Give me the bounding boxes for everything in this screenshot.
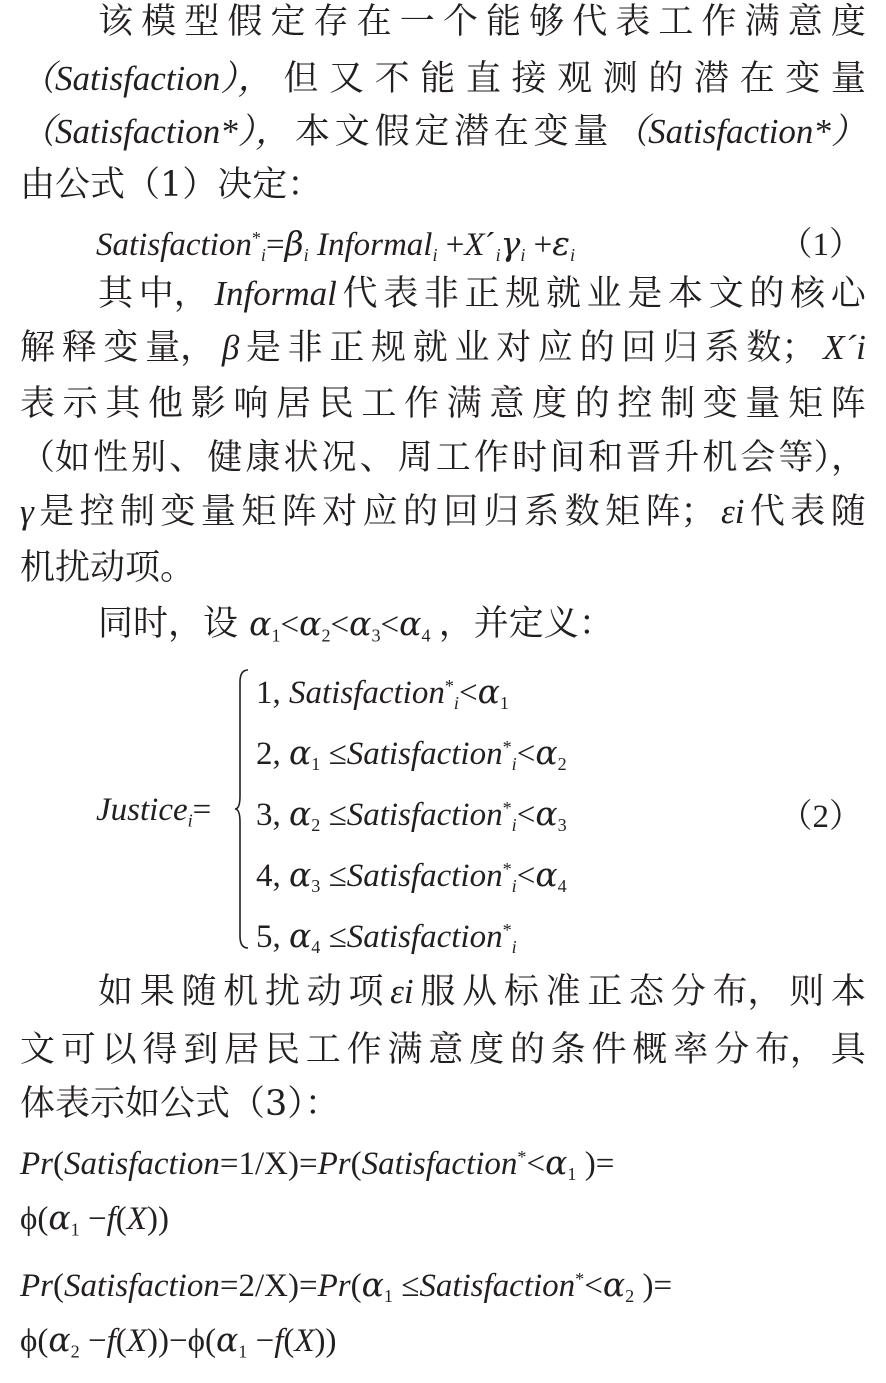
para2-line6: 机扰动项。 xyxy=(20,548,196,588)
text-token: 是 xyxy=(39,492,75,532)
text-token: 分 xyxy=(670,972,706,1012)
text-token: 变 xyxy=(160,492,196,532)
text-token: 果 xyxy=(139,972,175,1012)
text-token: 量 xyxy=(573,112,609,152)
case-3: 3, $\alpha_2$ $\le Satisfaction^*_i<\alpha_3$ xyxy=(256,793,567,836)
text-token: 会 xyxy=(740,438,776,478)
text-token: 满 xyxy=(744,2,780,42)
text-token: 数 xyxy=(564,492,600,532)
text-token: 健 xyxy=(207,438,243,478)
equation-3-line3: $Pr(Satisfaction=2/X)=Pr(\alpha_1$ $\le Satisfaction^*<\alpha_2$ )= xyxy=(20,1264,673,1307)
text-token: 机 xyxy=(702,438,738,478)
text-token: 型 xyxy=(184,2,220,42)
text-token: 量 xyxy=(200,492,236,532)
text-token: 民 xyxy=(264,1030,300,1070)
text-token: 意 xyxy=(428,1030,464,1070)
text-token: 晋 xyxy=(626,438,662,478)
para4-line3: 体表示如公式（3）： xyxy=(20,1084,340,1124)
para4-line1 xyxy=(98,972,866,1012)
text-token: 满 xyxy=(387,1030,423,1070)
text-token: 应 xyxy=(362,492,398,532)
text-token: 归 xyxy=(662,328,698,368)
text-token: 满 xyxy=(446,384,482,424)
text-token: 康 xyxy=(245,438,281,478)
text-token: 具 xyxy=(830,1030,866,1070)
text-token: 况 xyxy=(321,438,357,478)
text-token: 民 xyxy=(318,384,354,424)
text-token: 得 xyxy=(142,1030,178,1070)
text-token: 假 xyxy=(227,2,263,42)
para3-line: 同时，设 $\alpha_1<\alpha_2<\alpha_3<\alpha_4$ ，并定义： xyxy=(98,604,614,646)
text-token: 是 xyxy=(627,274,663,314)
text-token: （Satisfaction*）， xyxy=(20,112,291,151)
text-token: 作 xyxy=(346,1030,382,1070)
text-token: 系 xyxy=(704,328,740,368)
text-token: 布， xyxy=(712,972,783,1012)
text-token: 随 xyxy=(181,972,217,1012)
text-token: 表 xyxy=(790,492,826,532)
text-token: 规 xyxy=(371,328,407,368)
text-token: 控 xyxy=(617,384,653,424)
text-token: 非 xyxy=(287,328,323,368)
text-token: 量 xyxy=(830,59,866,99)
text-token: 文 xyxy=(20,1030,56,1070)
text-token: 文 xyxy=(708,274,744,314)
text-token: 作 xyxy=(473,438,509,478)
text-token: 就 xyxy=(545,274,581,314)
text-token: 其 xyxy=(98,274,134,314)
text-token: 变 xyxy=(785,59,821,99)
text-token: 代 xyxy=(572,2,608,42)
text-token: 释 xyxy=(61,328,97,368)
text-token: 的 xyxy=(648,59,684,99)
text-token: 规 xyxy=(505,274,541,314)
text-token: 在 xyxy=(493,112,529,152)
text-token: 工 xyxy=(305,1030,341,1070)
text-token: 潜 xyxy=(454,112,490,152)
text-token: 率 xyxy=(673,1030,709,1070)
text-token: γ xyxy=(20,492,34,531)
case-4: 4, $\alpha_3$ $\le Satisfaction^*_i<\alpha_4$ xyxy=(256,854,567,897)
text-token: 表 xyxy=(20,384,56,424)
text-token: 其 xyxy=(105,384,141,424)
text-token: 模 xyxy=(141,2,177,42)
text-token: 如 xyxy=(98,972,134,1012)
text-token: 变 xyxy=(103,328,139,368)
text-token: 件 xyxy=(591,1030,627,1070)
text-token: 定 xyxy=(414,112,450,152)
text-token: 等）， xyxy=(778,438,866,478)
equation-3-line4: $\phi(\alpha_2 -f(X))-\phi(\alpha_1 -f(X))$ xyxy=(20,1320,337,1362)
text-token: 、 xyxy=(169,438,205,478)
para1-line1 xyxy=(98,2,866,42)
text-token: 意 xyxy=(489,384,525,424)
text-token: 代 xyxy=(749,492,785,532)
text-token: 归 xyxy=(483,492,519,532)
text-token: 够 xyxy=(529,2,565,42)
para2-line4 xyxy=(20,438,866,478)
text-token: 直 xyxy=(465,59,501,99)
text-token: （如 xyxy=(20,438,91,478)
text-token: 周 xyxy=(397,438,433,478)
text-token: 正 xyxy=(464,274,500,314)
text-token: 就 xyxy=(412,328,448,368)
text-token: β xyxy=(221,328,240,367)
text-token: 文 xyxy=(334,112,370,152)
text-token: 概 xyxy=(632,1030,668,1070)
text-token: εi xyxy=(720,492,745,531)
text-token: 分 xyxy=(714,1030,750,1070)
para2-line3 xyxy=(20,384,866,424)
text-token: 假 xyxy=(374,112,410,152)
text-token: 的 xyxy=(403,492,439,532)
text-token: 数； xyxy=(746,328,817,368)
text-token: 能 xyxy=(485,2,521,42)
case-5: 5, $\alpha_4$ ≤Satisfaction*$_i$ xyxy=(256,915,517,958)
text-token: 不 xyxy=(374,59,410,99)
text-token: 作 xyxy=(701,2,737,42)
text-token: 又 xyxy=(329,59,365,99)
text-token: 工 xyxy=(361,384,397,424)
text-token: 定 xyxy=(270,2,306,42)
text-token: 、 xyxy=(359,438,395,478)
text-token: 别 xyxy=(131,438,167,478)
text-token: 扰 xyxy=(264,972,300,1012)
text-token: 的 xyxy=(509,1030,545,1070)
text-token: 居 xyxy=(224,1030,260,1070)
text-token: 阵 xyxy=(830,384,866,424)
text-token: 示 xyxy=(62,384,98,424)
text-token: 非 xyxy=(423,274,459,314)
text-token: 量， xyxy=(145,328,216,368)
text-token: 对 xyxy=(322,492,358,532)
text-token: 接 xyxy=(511,59,547,99)
text-token: Informal xyxy=(214,274,337,313)
text-token: 他 xyxy=(148,384,184,424)
text-token: 状 xyxy=(283,438,319,478)
text-token: 该 xyxy=(98,2,134,42)
text-token: 潜 xyxy=(694,59,730,99)
case-2: 2, $\alpha_1$ $\le Satisfaction^*_i<\alpha_2$ xyxy=(256,732,567,775)
text-token: （Satisfaction）， xyxy=(20,59,273,98)
text-token: 代 xyxy=(342,274,378,314)
text-token: 解 xyxy=(20,328,56,368)
text-token: 制 xyxy=(120,492,156,532)
text-token: 的 xyxy=(574,384,610,424)
text-token: 的 xyxy=(749,274,785,314)
text-token: 从 xyxy=(462,972,498,1012)
text-token: 一 xyxy=(399,2,435,42)
text-token: 矩 xyxy=(605,492,641,532)
para1-line2 xyxy=(20,59,866,99)
text-token: 本 xyxy=(295,112,331,152)
text-token: εi xyxy=(390,972,414,1011)
text-token: 以 xyxy=(101,1030,137,1070)
text-token: 项 xyxy=(348,972,384,1012)
text-token: 业 xyxy=(454,328,490,368)
para2-line1 xyxy=(98,274,866,314)
text-token: 正 xyxy=(329,328,365,368)
text-token: 测 xyxy=(602,59,638,99)
text-token: 服 xyxy=(420,972,456,1012)
alpha-order: $\alpha_1<\alpha_2<\alpha_3<\alpha_4$ xyxy=(249,604,431,646)
text-token: 则 xyxy=(789,972,825,1012)
text-token: 意 xyxy=(787,2,823,42)
text-token: 和 xyxy=(588,438,624,478)
text-token: 矩 xyxy=(788,384,824,424)
text-token: 在 xyxy=(739,59,775,99)
text-token: 存 xyxy=(313,2,349,42)
text-token: 工 xyxy=(658,2,694,42)
text-token: 表 xyxy=(615,2,651,42)
text-token: 到 xyxy=(183,1030,219,1070)
text-token: 机 xyxy=(223,972,259,1012)
para1-line4: 由公式（1）决定： xyxy=(20,165,323,205)
text-token: 作 xyxy=(404,384,440,424)
text-token: 本 xyxy=(830,972,866,1012)
text-token: 回 xyxy=(621,328,657,368)
text-token: 在 xyxy=(356,2,392,42)
text-token: 度 xyxy=(469,1030,505,1070)
text-token: 条 xyxy=(550,1030,586,1070)
left-brace xyxy=(234,668,250,950)
text-token: 矩 xyxy=(241,492,277,532)
text-token: 影 xyxy=(190,384,226,424)
text-token: 准 xyxy=(545,972,581,1012)
text-token: 观 xyxy=(557,59,593,99)
text-token: 变 xyxy=(702,384,738,424)
equation-1: $Satisfaction^*_i=\beta_i$ Informal$_i$ $+X´_i\gamma_i +\varepsilon_i$ xyxy=(96,223,576,266)
case-1: 1, $Satisfaction^*_i<\alpha_1$ xyxy=(256,671,509,714)
text-token: 阵； xyxy=(645,492,716,532)
equation-1-number: （1） xyxy=(779,227,862,263)
text-token: 业 xyxy=(586,274,622,314)
text-token: 响 xyxy=(233,384,269,424)
text-token: 动 xyxy=(306,972,342,1012)
text-token: 但 xyxy=(283,59,319,99)
text-token: 控 xyxy=(79,492,115,532)
text-token: 核 xyxy=(790,274,826,314)
text-token: 居 xyxy=(276,384,312,424)
text-token: 回 xyxy=(443,492,479,532)
equation-3-line2: $\phi(\alpha_1 -f(X))$ xyxy=(20,1198,169,1240)
text-token: 间 xyxy=(550,438,586,478)
text-token: 性 xyxy=(93,438,129,478)
text-token: 布， xyxy=(754,1030,825,1070)
text-token: 度 xyxy=(532,384,568,424)
text-token: 正 xyxy=(587,972,623,1012)
text-token: 升 xyxy=(664,438,700,478)
text-token: 时 xyxy=(511,438,547,478)
text-token: 能 xyxy=(420,59,456,99)
text-token: 标 xyxy=(503,972,539,1012)
text-token: 表 xyxy=(383,274,419,314)
equation-3-line1: $Pr(Satisfaction=1/X)=Pr(Satisfaction^*<\alpha_1$ )= xyxy=(20,1142,615,1185)
text-token: 心 xyxy=(830,274,866,314)
text-token: X´i xyxy=(823,328,866,367)
text-token: 本 xyxy=(668,274,704,314)
text-token: 度 xyxy=(830,2,866,42)
equation-2-number: （2） xyxy=(779,799,862,835)
text-token: 量 xyxy=(745,384,781,424)
text-token: 态 xyxy=(629,972,665,1012)
text-token: 是 xyxy=(245,328,281,368)
text-token: 可 xyxy=(60,1030,96,1070)
text-token: 变 xyxy=(533,112,569,152)
text-token: 工 xyxy=(435,438,471,478)
text-token: 阵 xyxy=(281,492,317,532)
para1-line3 xyxy=(20,112,866,152)
text-token: 系 xyxy=(524,492,560,532)
text-token: 的 xyxy=(579,328,615,368)
equation-2-lhs: Justice$_i$= xyxy=(96,792,212,831)
text-token: 个 xyxy=(442,2,478,42)
para2-line5 xyxy=(20,492,866,532)
text-token: 应 xyxy=(537,328,573,368)
text-token: 随 xyxy=(830,492,866,532)
text-token: （Satisfaction*） xyxy=(613,112,866,151)
para2-line2 xyxy=(20,328,866,368)
text-token: 中， xyxy=(138,274,209,314)
para4-line2 xyxy=(20,1030,866,1070)
text-token: 制 xyxy=(660,384,696,424)
text-token: 对 xyxy=(496,328,532,368)
